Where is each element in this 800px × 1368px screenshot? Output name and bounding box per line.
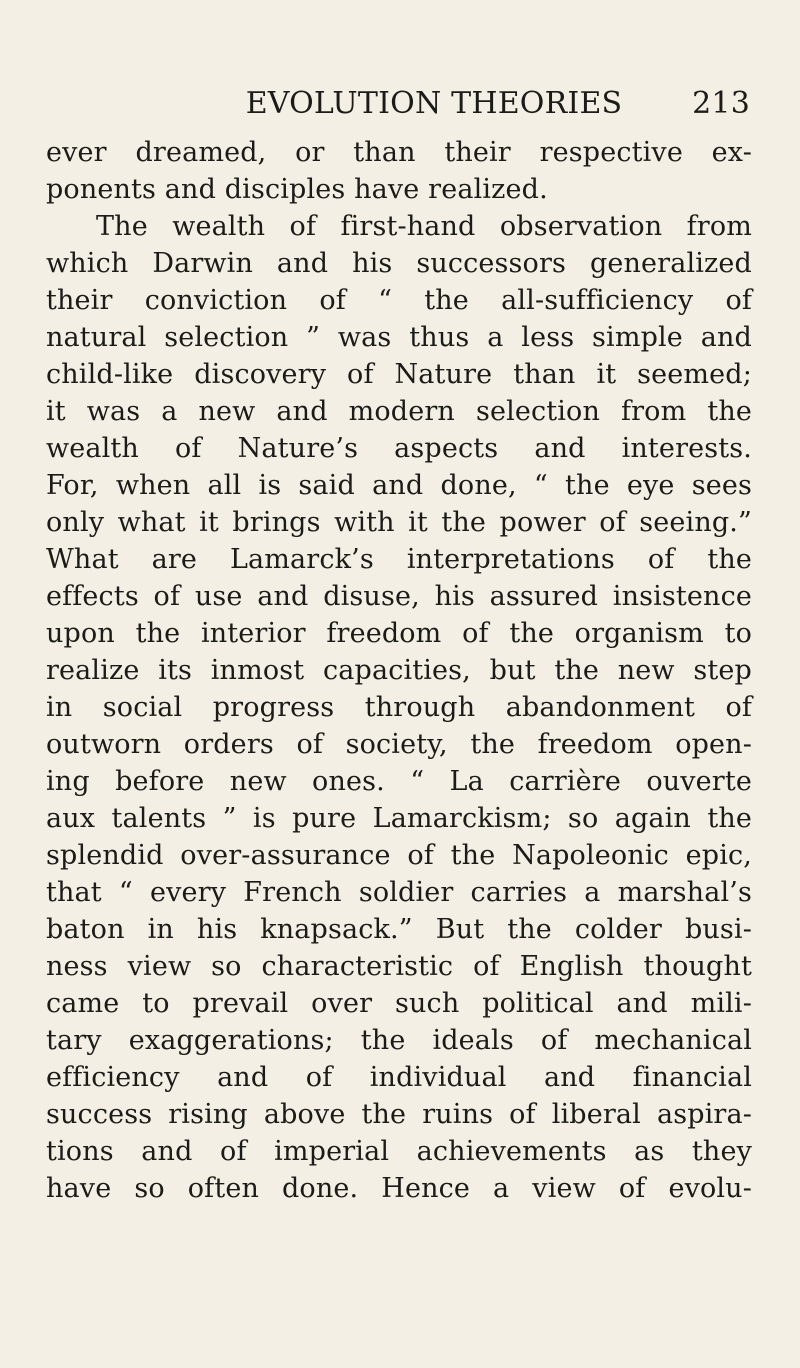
text-line: realize its inmost capacities, but the new step [46,655,752,686]
text-line: only what it brings with it the power of seeing.” [46,507,752,538]
running-head [48,84,750,124]
running-title: EVOLUTION THEORIES [245,86,623,121]
text-line: ness view so characteristic of English thought [46,951,752,982]
text-line: The wealth of first-hand observation from [96,211,752,242]
text-line: tary exaggerations; the ideals of mechanical [46,1025,752,1056]
text-line: effects of use and disuse, his assured insistence [46,581,752,612]
text-line: which Darwin and his successors generalized [46,248,752,279]
text-line: that “ every French soldier carries a marshal’s [46,877,752,908]
text-line: tions and of imperial achievements as they [46,1136,752,1167]
text-line: splendid over-assurance of the Napoleonic epic, [46,840,752,871]
body-text [46,134,752,1207]
text-line: came to prevail over such political and mili- [46,988,752,1019]
text-line: ponents and disciples have realized. [46,174,548,205]
text-line: baton in his knapsack.” But the colder busi- [46,914,752,945]
text-line: What are Lamarck’s interpretations of the [46,544,752,575]
page-number: 213 [692,86,750,121]
text-line: have so often done. Hence a view of evolu- [46,1173,752,1204]
text-line: aux talents ” is pure Lamarckism; so again the [46,803,752,834]
text-line: wealth of Nature’s aspects and interests. [46,433,752,464]
text-line: ever dreamed, or than their respective ex- [46,137,752,168]
text-line: success rising above the ruins of liberal aspira- [46,1099,752,1130]
text-line: natural selection ” was thus a less simple and [46,322,752,353]
text-line: child-like discovery of Nature than it seemed; [46,359,752,390]
text-line: their conviction of “ the all-sufficiency of [46,285,752,316]
text-line: For, when all is said and done, “ the eye sees [46,470,752,501]
text-line: outworn orders of society, the freedom open- [46,729,752,760]
text-line: efficiency and of individual and financial [46,1062,752,1093]
text-line: in social progress through abandonment of [46,692,752,723]
text-line: it was a new and modern selection from the [46,396,752,427]
text-line: ing before new ones. “ La carrière ouverte [46,766,752,797]
text-line: upon the interior freedom of the organism to [46,618,752,649]
